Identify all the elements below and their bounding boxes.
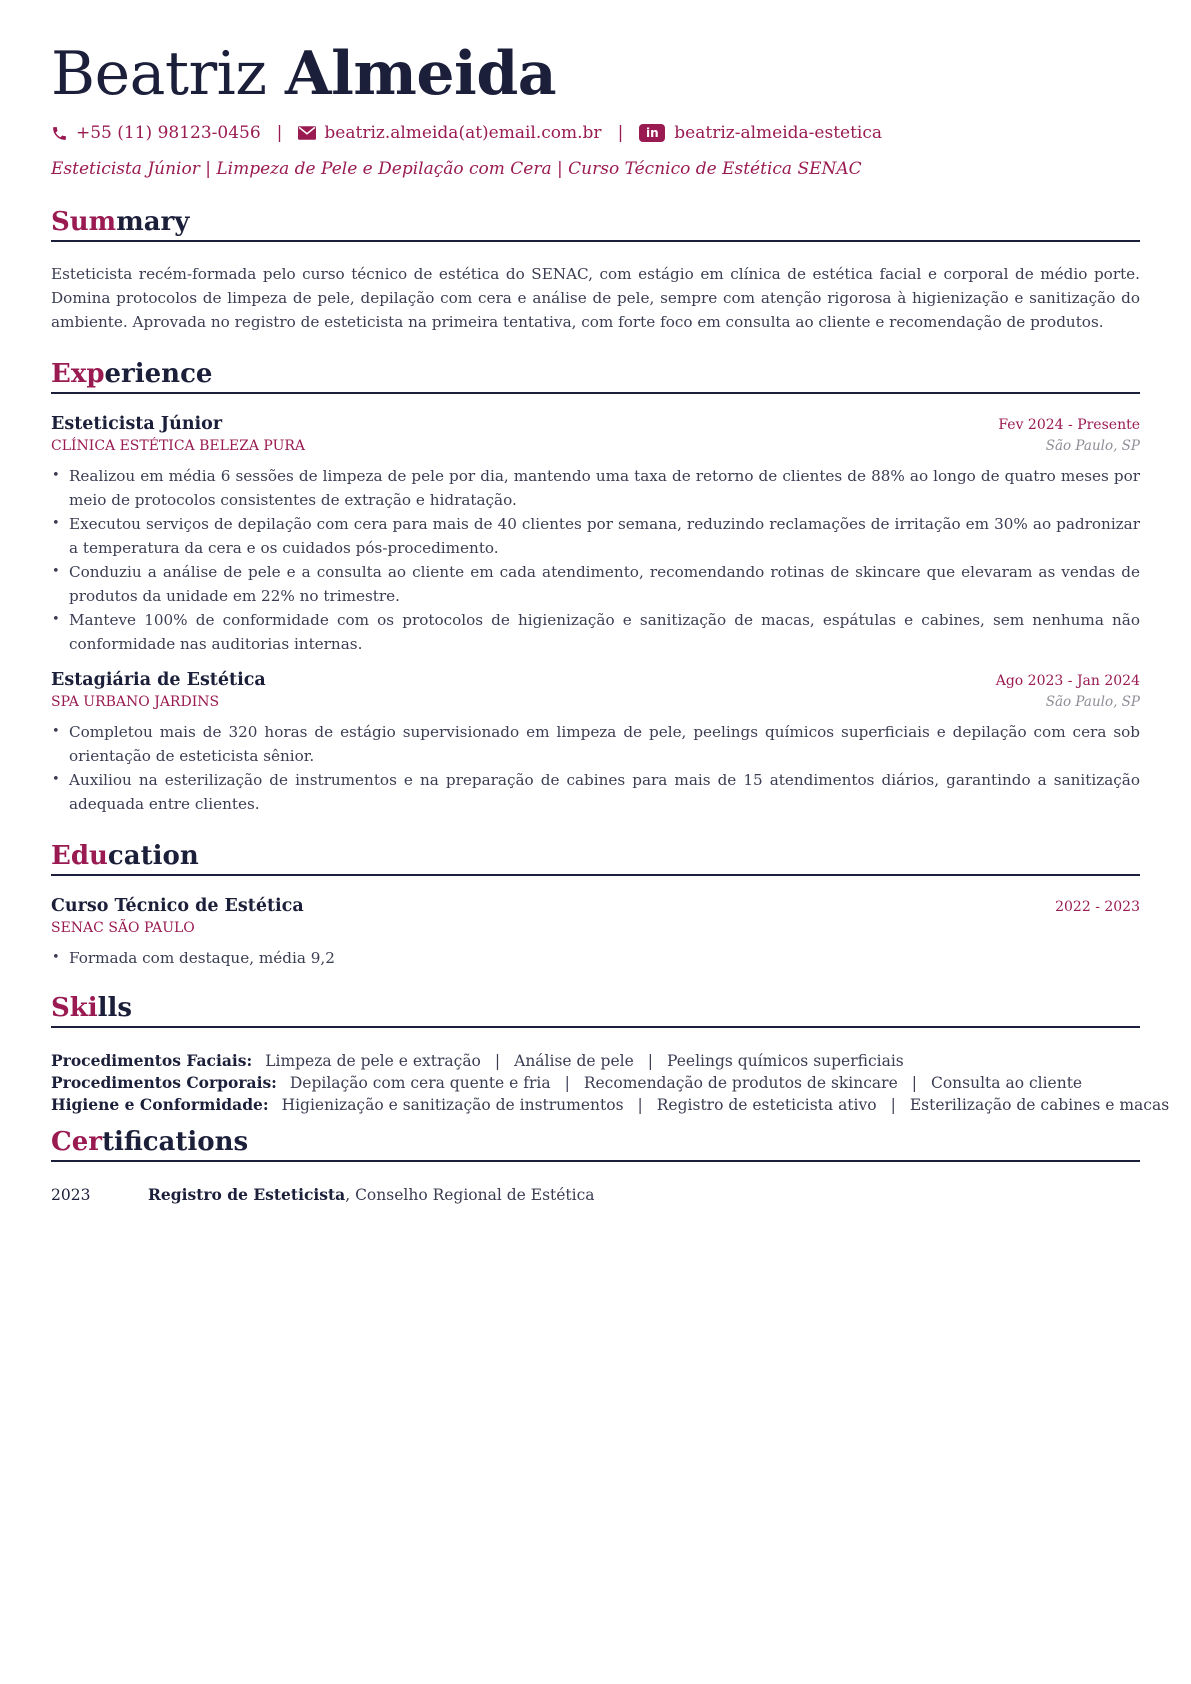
phone-number: +55 (11) 98123-0456	[76, 123, 261, 143]
skill-row	[51, 1094, 1170, 1116]
certification-name: Registro de Esteticista	[148, 1185, 346, 1204]
linkedin-icon: in	[639, 124, 665, 142]
section-title-rest: erience	[104, 359, 213, 389]
phone-contact[interactable]	[51, 123, 261, 143]
contact-bar	[51, 120, 1140, 146]
certification-entry	[51, 1184, 1140, 1206]
section-title-rest: lls	[97, 993, 133, 1023]
section-title-skills	[51, 992, 1140, 1028]
certification-year: 2023	[51, 1186, 91, 1204]
job-company: CLÍNICA ESTÉTICA BELEZA PURA	[51, 438, 306, 454]
skill-item: Recomendação de produtos de skincare	[583, 1074, 898, 1092]
education-section	[51, 840, 1140, 970]
skill-item: Limpeza de pele e extração	[265, 1052, 481, 1070]
section-title-accent: Edu	[51, 841, 108, 871]
section-title-rest: mary	[116, 207, 190, 237]
education-entry	[51, 896, 1140, 970]
job-date: Ago 2023 - Jan 2024	[995, 673, 1140, 689]
experience-section	[51, 358, 1140, 816]
skill-category: Procedimentos Corporais:	[51, 1073, 277, 1092]
skill-category: Procedimentos Faciais:	[51, 1051, 253, 1070]
skill-separator: |	[564, 1074, 570, 1092]
skills-list	[51, 1050, 1170, 1116]
skill-item: Higienização e sanitização de instrumentos	[281, 1096, 624, 1114]
section-title-accent: Ski	[51, 993, 98, 1023]
linkedin-handle: beatriz-almeida-estetica	[674, 123, 883, 143]
school-name: SENAC SÃO PAULO	[51, 920, 195, 936]
email-contact[interactable]	[298, 123, 601, 143]
job-company: SPA URBANO JARDINS	[51, 694, 220, 710]
first-name: Beatriz	[51, 39, 267, 109]
bullet-item: • Conduziu a análise de pele e a consulta ao cliente em cada atendimento, recomendando rotinas de skincare que elevaram as vendas de produtos da unidade em 22% no trimestre.	[69, 560, 1140, 608]
skill-item: Análise de pele	[514, 1052, 634, 1070]
job-title: Esteticista Júnior	[51, 414, 223, 434]
skill-item: Esterilização de cabines e macas	[909, 1096, 1170, 1114]
skill-row	[51, 1050, 1140, 1072]
education-date: 2022 - 2023	[1055, 899, 1140, 915]
bullet-item: • Completou mais de 320 horas de estágio supervisionado em limpeza de pele, peelings químicos superficiais e depilação com cera sob orientação de esteticista sênior.	[69, 720, 1140, 768]
envelope-icon	[298, 126, 316, 140]
skills-section	[51, 992, 1170, 1116]
skill-category: Higiene e Conformidade:	[51, 1095, 269, 1114]
section-title-rest: cation	[107, 841, 199, 871]
summary-section	[51, 206, 1140, 334]
job-date: Fev 2024 - Presente	[998, 417, 1140, 433]
degree-title: Curso Técnico de Estética	[51, 896, 304, 916]
skill-separator: |	[637, 1096, 643, 1114]
job-location: São Paulo, SP	[1045, 438, 1140, 454]
section-title-accent: Cer	[51, 1127, 102, 1157]
skill-separator: |	[911, 1074, 917, 1092]
contact-separator: |	[617, 123, 624, 143]
last-name: Almeida	[285, 39, 557, 109]
bullet-item: • Auxiliou na esterilização de instrumentos e na preparação de cabines para mais de 15 atendimentos diários, garantindo a sanitização adequada entre clientes.	[69, 768, 1140, 816]
headline-tagline: Esteticista Júnior | Limpeza de Pele e Depilação com Cera | Curso Técnico de Estética SENAC	[51, 159, 862, 179]
skill-item: Registro de esteticista ativo	[656, 1096, 877, 1114]
bullet-item: • Executou serviços de depilação com cera para mais de 40 clientes por semana, reduzindo reclamações de irritação em 30% ao padronizar a temperatura da cera e os cuidados pós-procedimento.	[69, 512, 1140, 560]
skill-item: Consulta ao cliente	[930, 1074, 1083, 1092]
section-title-certifications	[51, 1126, 1140, 1162]
certification-issuer: , Conselho Regional de Estética	[345, 1186, 595, 1204]
section-title-education	[51, 840, 1140, 876]
skill-row	[51, 1072, 1140, 1094]
job-bullets	[51, 464, 1140, 656]
section-title-accent: Exp	[51, 359, 105, 389]
skill-separator: |	[494, 1052, 501, 1070]
contact-separator: |	[276, 123, 283, 143]
bullet-item: • Realizou em média 6 sessões de limpeza de pele por dia, mantendo uma taxa de retorno de clientes de 88% ao longo de quatro meses por meio de protocolos consistentes de extração e hidratação.	[69, 464, 1140, 512]
section-title-summary	[51, 206, 1140, 242]
job-bullets	[51, 720, 1140, 816]
skill-item: Depilação com cera quente e fria	[289, 1074, 551, 1092]
certifications-section	[51, 1126, 1140, 1206]
education-bullets	[51, 946, 1140, 970]
bullet-item: • Formada com destaque, média 9,2	[69, 946, 1140, 970]
linkedin-contact[interactable]	[639, 123, 882, 143]
summary-text: Esteticista recém-formada pelo curso técnico de estética do SENAC, com estágio em clínica de estética facial e corporal de médio porte. Domina protocolos de limpeza de pele, depilação com cera e análise de pele, sempre com atenção rigorosa à higienização e sanitização do ambiente. Aprovada no registro de esteticista na primeira tentativa, com forte foco em consulta ao cliente e recomendação de produtos.	[51, 265, 1140, 331]
section-title-accent: Sum	[51, 207, 117, 237]
section-title-rest: tifications	[101, 1127, 249, 1157]
job-entry	[51, 670, 1140, 816]
job-location: São Paulo, SP	[1045, 694, 1140, 710]
skill-separator: |	[647, 1052, 653, 1070]
email-address: beatriz.almeida(at)email.com.br	[324, 123, 602, 143]
section-title-experience	[51, 358, 1140, 394]
candidate-name	[51, 38, 1140, 110]
phone-icon	[51, 125, 68, 142]
job-title: Estagiária de Estética	[51, 670, 266, 690]
bullet-item: • Manteve 100% de conformidade com os protocolos de higienização e sanitização de macas, espátulas e cabines, sem nenhuma não conformidade nas auditorias internas.	[69, 608, 1140, 656]
job-entry	[51, 414, 1140, 656]
skill-item: Peelings químicos superficiais	[667, 1052, 904, 1070]
skill-separator: |	[890, 1096, 896, 1114]
